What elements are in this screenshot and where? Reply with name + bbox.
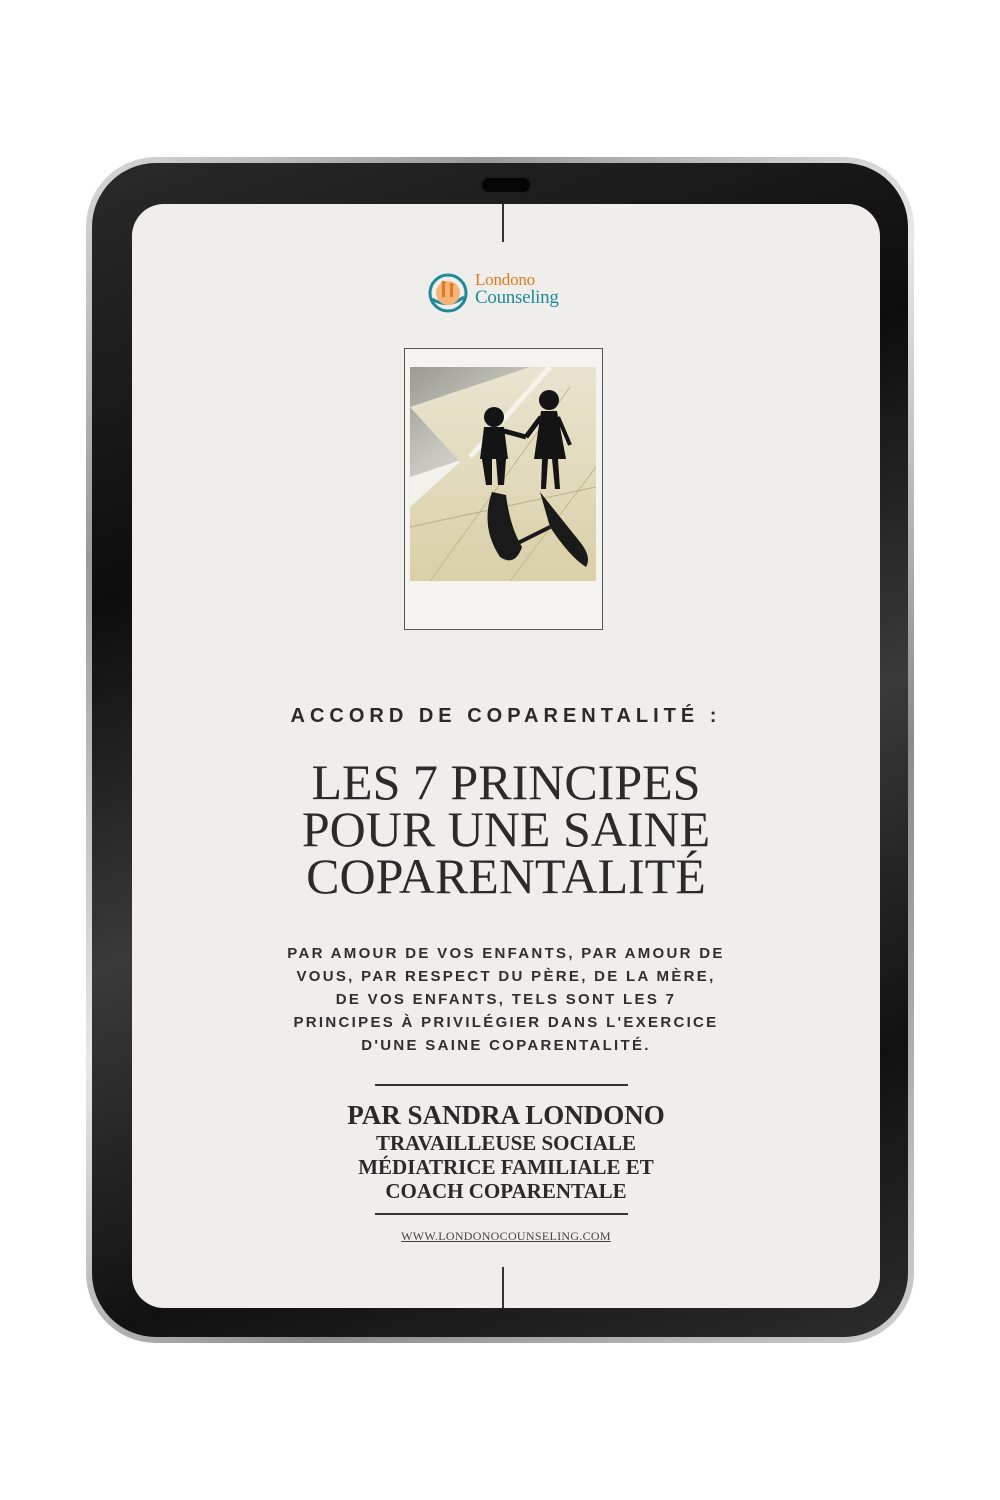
tablet-bezel bbox=[92, 163, 908, 1337]
author-role-line: MÉDIATRICE FAMILIALE ET bbox=[358, 1155, 654, 1179]
author-role-line: COACH COPARENTALE bbox=[385, 1179, 627, 1203]
title-line: COPARENTALITÉ bbox=[306, 848, 706, 904]
subtitle-line: VOUS, PAR RESPECT DU PÈRE, DE LA MÈRE, bbox=[296, 968, 716, 985]
londono-counseling-logo bbox=[428, 267, 578, 321]
divider-rule-bottom bbox=[375, 1213, 628, 1215]
subtitle-line: PAR AMOUR DE VOS ENFANTS, PAR AMOUR DE bbox=[287, 945, 725, 962]
subtitle-line: D'UNE SAINE COPARENTALITÉ. bbox=[361, 1037, 651, 1054]
website-link[interactable]: WWW.LONDONOCOUNSELING.COM bbox=[401, 1229, 611, 1243]
cover-title bbox=[212, 754, 800, 904]
logo-text-counseling: Counseling bbox=[475, 287, 559, 308]
tablet-device-frame bbox=[86, 157, 914, 1343]
title-line: LES 7 PRINCIPES bbox=[311, 754, 701, 810]
camera-notch bbox=[480, 176, 532, 194]
title-line: POUR UNE SAINE bbox=[301, 801, 711, 857]
cover-subtitle bbox=[227, 942, 785, 1057]
top-divider-line bbox=[502, 204, 504, 242]
ebook-cover-screen bbox=[132, 204, 880, 1308]
family-logo-icon bbox=[428, 273, 468, 313]
author-name: PAR SANDRA LONDONO bbox=[347, 1100, 665, 1130]
cover-kicker: ACCORD DE COPARENTALITÉ : bbox=[290, 705, 722, 727]
author-block bbox=[132, 1099, 880, 1203]
logo-text-londono: Londono bbox=[475, 270, 535, 289]
cover-photo-frame bbox=[404, 348, 603, 630]
children-silhouette-photo bbox=[410, 367, 596, 581]
divider-rule-top bbox=[375, 1084, 628, 1086]
subtitle-line: PRINCIPES À PRIVILÉGIER DANS L'EXERCICE bbox=[293, 1014, 719, 1031]
bottom-divider-line bbox=[502, 1267, 504, 1308]
subtitle-line: DE VOS ENFANTS, TELS SONT LES 7 bbox=[335, 991, 677, 1008]
author-role-line: TRAVAILLEUSE SOCIALE bbox=[375, 1131, 637, 1155]
